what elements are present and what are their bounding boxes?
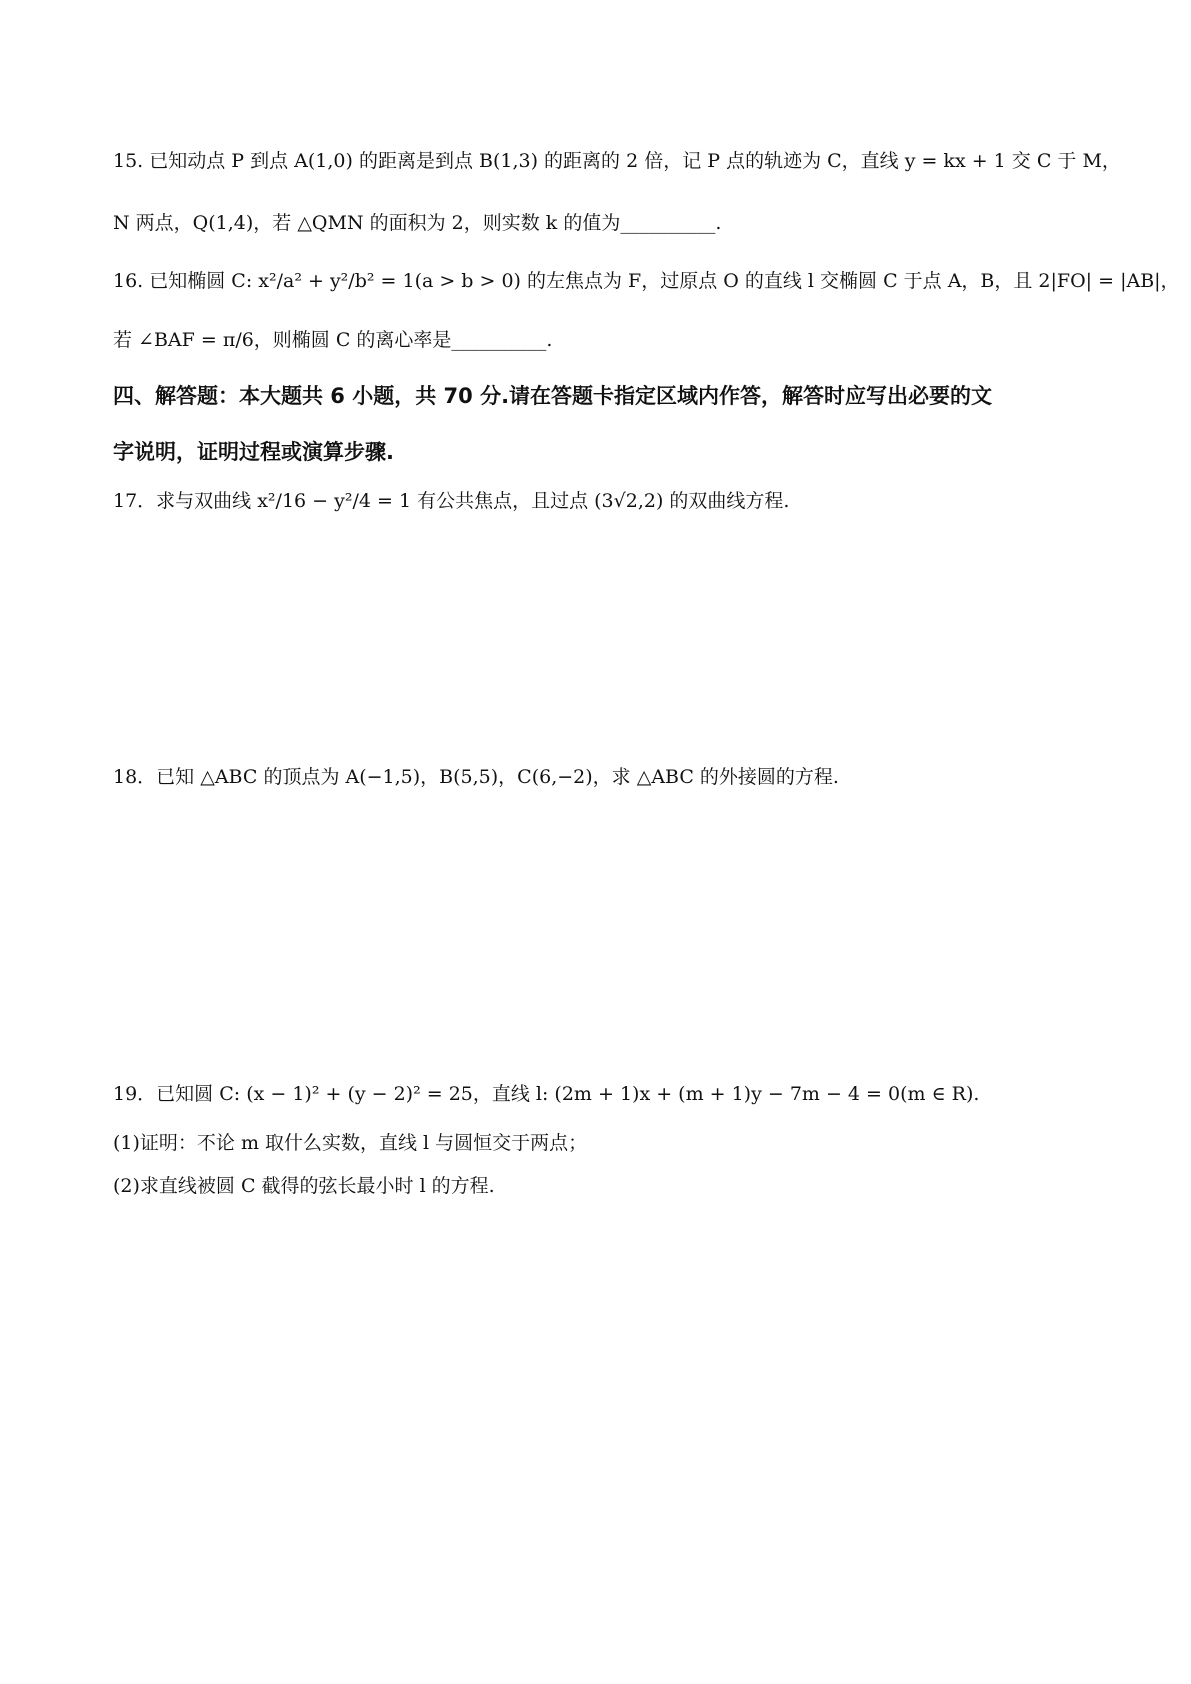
question-18-line-1: 18．已知 △ABC 的顶点为 A(−1,5)，B(5,5)，C(6,−2)，求 △ABC 的外接圆的方程.: [113, 766, 839, 788]
section-heading-line-1: 四、解答题：本大题共 6 小题，共 70 分.请在答题卡指定区域内作答，解答时应写出必要的文: [113, 384, 993, 408]
question-19-line-2: (1)证明：不论 m 取什么实数，直线 l 与圆恒交于两点；: [113, 1132, 588, 1154]
question-15-line-2: N 两点，Q(1,4)，若 △QMN 的面积为 2，则实数 k 的值为__________.: [113, 212, 722, 234]
section-heading-line-2: 字说明，证明过程或演算步骤.: [113, 440, 394, 464]
question-19-line-3: (2)求直线被圆 C 截得的弦长最小时 l 的方程.: [113, 1175, 495, 1197]
question-16-line-2: 若 ∠BAF = π/6，则椭圆 C 的离心率是__________.: [113, 329, 553, 351]
question-16-line-1: 16. 已知椭圆 C: x²/a² + y²/b² = 1(a > b > 0) 的左焦点为 F，过原点 O 的直线 l 交椭圆 C 于点 A，B，且 2|FO| = |AB|，: [113, 270, 1180, 292]
question-17-line-1: 17．求与双曲线 x²/16 − y²/4 = 1 有公共焦点，且过点 (3√2,2) 的双曲线方程.: [113, 490, 790, 512]
question-15-line-1: 15. 已知动点 P 到点 A(1,0) 的距离是到点 B(1,3) 的距离的 2 倍，记 P 点的轨迹为 C，直线 y = kx + 1 交 C 于 M，: [113, 150, 1121, 172]
question-19-line-1: 19．已知圆 C: (x − 1)² + (y − 2)² = 25，直线 l: (2m + 1)x + (m + 1)y − 7m − 4 = 0(m ∈ R).: [113, 1083, 980, 1105]
